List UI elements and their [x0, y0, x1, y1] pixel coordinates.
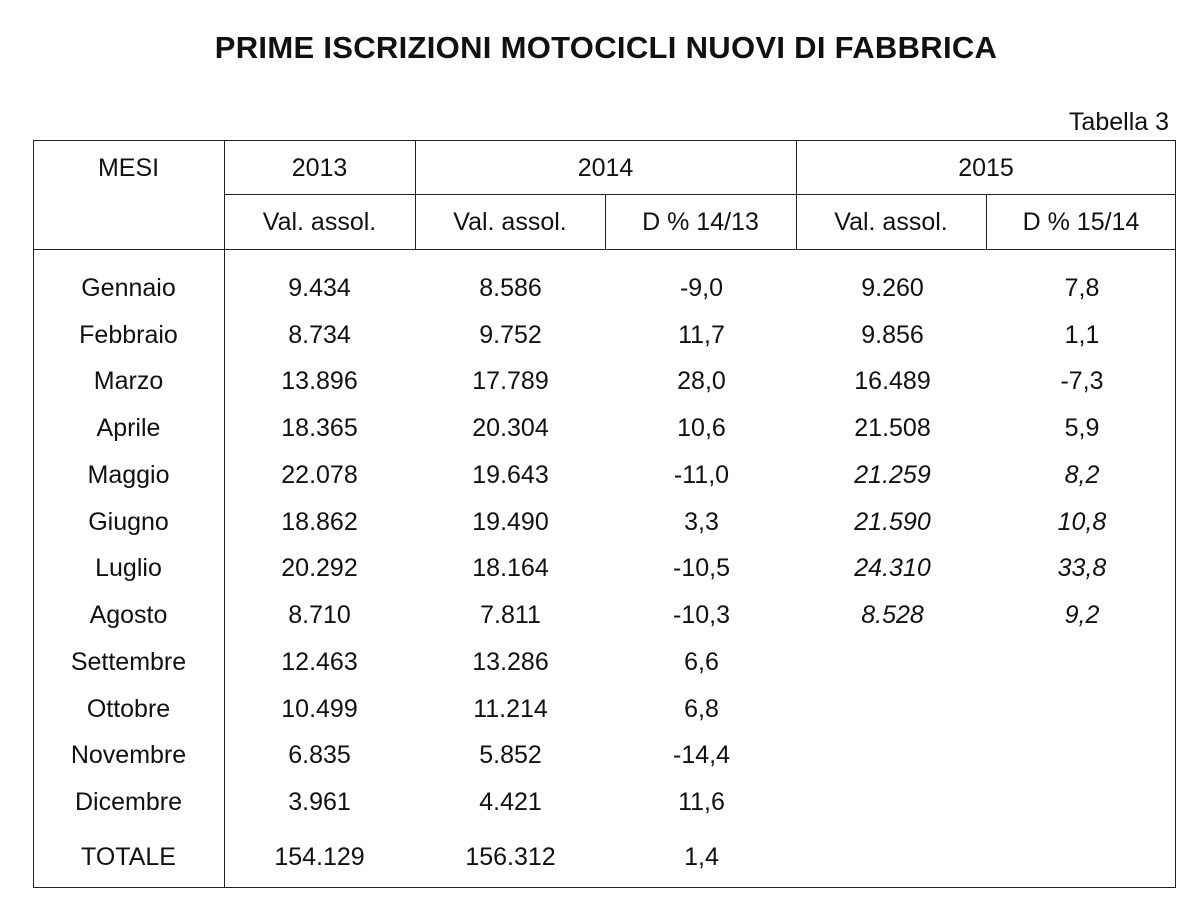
cell-mese: Febbraio [79, 321, 178, 349]
table-row [33, 735, 1176, 775]
cell-val-2014: 11.214 [473, 695, 548, 723]
table-row [33, 595, 1176, 635]
cell-total-2013: 154.129 [274, 843, 365, 871]
cell-delta-2014: 3,3 [684, 508, 719, 536]
header-year-2014: 2014 [577, 154, 634, 182]
cell-mese: Marzo [93, 367, 164, 395]
cell-delta-2014: -10,5 [673, 554, 730, 582]
table-row [33, 502, 1176, 542]
header-mesi: MESI [97, 154, 160, 182]
cell-val-2013: 3.961 [288, 788, 351, 816]
cell-mese: Giugno [88, 508, 169, 536]
header-year-2015: 2015 [958, 154, 1014, 182]
cell-val-2015: 21.590 [854, 508, 931, 536]
cell-total-label: TOTALE [81, 843, 176, 871]
cell-delta-2014: -11,0 [673, 461, 730, 489]
cell-val-2014: 13.286 [472, 648, 549, 676]
cell-mese: Agosto [89, 601, 168, 629]
cell-val-2013: 20.292 [281, 554, 358, 582]
cell-val-2015: 21.259 [854, 461, 931, 489]
cell-total-delta-2014: 1,4 [684, 843, 719, 871]
cell-val-2015: 8.528 [861, 601, 924, 629]
cell-val-2013: 9.434 [288, 274, 351, 302]
cell-val-2013: 18.862 [281, 508, 358, 536]
cell-delta-2015: 5,9 [1064, 414, 1100, 442]
cell-mese: Dicembre [75, 788, 182, 816]
header-val-2015: Val. assol. [834, 208, 948, 236]
cell-val-2013: 22.078 [281, 461, 358, 489]
cell-val-2015: 9.856 [861, 321, 924, 349]
cell-val-2015: 24.310 [854, 554, 931, 582]
table-row [33, 642, 1176, 682]
table-label: Tabella 3 [1068, 108, 1169, 136]
cell-val-2014: 8.586 [479, 274, 542, 302]
cell-delta-2014: 11,7 [678, 321, 725, 349]
cell-delta-2014: -9,0 [679, 274, 724, 302]
cell-delta-2015: 10,8 [1057, 508, 1107, 536]
cell-mese: Luglio [95, 554, 162, 582]
cell-delta-2014: -10,3 [673, 601, 730, 629]
page-title: PRIME ISCRIZIONI MOTOCICLI NUOVI DI FABBRICA [214, 30, 998, 65]
cell-val-2013: 18.365 [281, 414, 358, 442]
cell-val-2013: 12.463 [281, 648, 358, 676]
header-val-2014: Val. assol. [453, 208, 567, 236]
cell-mese: Ottobre [86, 695, 171, 723]
cell-val-2015: 21.508 [854, 414, 931, 442]
total-row [33, 837, 1176, 877]
cell-delta-2015: 9,2 [1064, 601, 1100, 629]
cell-val-2014: 17.789 [472, 367, 549, 395]
cell-mese: Settembre [70, 648, 187, 676]
cell-delta-2014: 28,0 [677, 367, 726, 395]
cell-delta-2014: 10,6 [677, 414, 726, 442]
cell-val-2015: 9.260 [861, 274, 924, 302]
header-delta-2015: D % 15/14 [1022, 208, 1140, 236]
cell-val-2015: 16.489 [854, 367, 931, 395]
header-val-2013: Val. assol. [262, 208, 377, 236]
cell-val-2013: 10.499 [281, 695, 358, 723]
cell-total-2014: 156.312 [465, 843, 556, 871]
cell-delta-2015: 1,1 [1064, 321, 1100, 349]
cell-mese: Gennaio [81, 274, 176, 302]
cell-val-2014: 5.852 [479, 741, 542, 769]
cell-delta-2014: -14,4 [673, 741, 730, 769]
table-row [33, 408, 1176, 448]
cell-val-2014: 20.304 [472, 414, 549, 442]
cell-val-2014: 4.421 [479, 788, 542, 816]
cell-delta-2015: 33,8 [1057, 554, 1107, 582]
table-row [33, 548, 1176, 588]
cell-delta-2014: 11,6 [678, 788, 725, 816]
cell-val-2013: 13.896 [281, 367, 358, 395]
header-bottom-line [33, 249, 1176, 250]
table-row [33, 689, 1176, 729]
table-row [33, 361, 1176, 401]
cell-mese: Novembre [70, 741, 187, 769]
cell-delta-2014: 6,6 [684, 648, 719, 676]
table-row [33, 782, 1176, 822]
cell-val-2013: 8.734 [288, 321, 351, 349]
cell-val-2013: 6.835 [288, 741, 351, 769]
cell-delta-2015: -7,3 [1060, 367, 1104, 395]
cell-delta-2014: 6,8 [684, 695, 719, 723]
cell-val-2014: 19.643 [472, 461, 549, 489]
table-row [33, 315, 1176, 355]
cell-mese: Aprile [96, 414, 161, 442]
cell-val-2014: 7.811 [480, 601, 541, 629]
cell-val-2014: 18.164 [472, 554, 549, 582]
row-divider [224, 194, 1176, 195]
cell-mese: Maggio [87, 461, 170, 489]
header-delta-2014: D % 14/13 [642, 208, 759, 236]
cell-delta-2015: 7,8 [1064, 274, 1100, 302]
cell-val-2014: 9.752 [479, 321, 542, 349]
cell-val-2014: 19.490 [472, 508, 549, 536]
cell-delta-2015: 8,2 [1064, 461, 1100, 489]
header-year-2013: 2013 [291, 154, 348, 182]
table-row [33, 268, 1176, 308]
cell-val-2013: 8.710 [288, 601, 351, 629]
table-row [33, 455, 1176, 495]
